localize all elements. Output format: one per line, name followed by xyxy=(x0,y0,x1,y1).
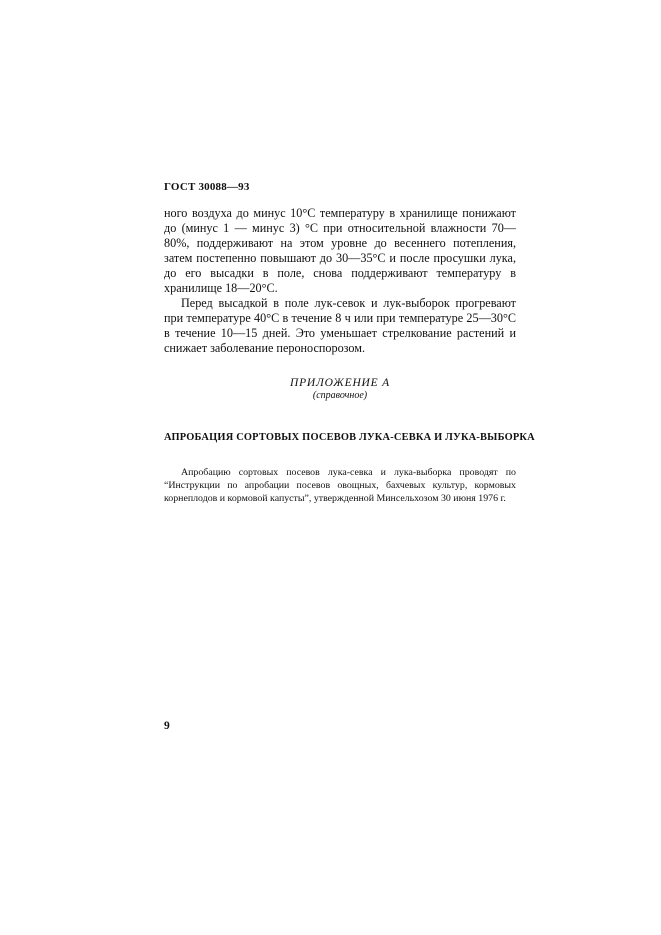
paragraph-heating: Перед высадкой в поле лук-севок и лук-выборок прогревают при температуре 40°С в течение 8 ч или при температуре 25—30°С в течение 10—15 дней. Это уменьшает стрелкование растений и снижает заболевание пероноспорозом. xyxy=(164,296,516,355)
appendix-title: ПРИЛОЖЕНИЕ А xyxy=(290,377,390,389)
appendix-text: Апробацию сортовых посевов лука-севка и лука-выборка проводят по “Инструкции по апробации посевов овощных, бахчевых культур, кормовых корнеплодов и кормовой капусты”, утвержденной Минсельхозом 30 июня 1976 г. xyxy=(164,467,516,504)
document-code: ГОСТ 30088—93 xyxy=(164,181,250,193)
paragraph-storage: ного воздуха до минус 10°С температуру в хранилище понижают до (минус 1 — минус 3) °С при относительной влажности 70—80%, поддерживают на этом уровне до весеннего потепления, затем постепенно повышают до 30—35°С и после просушки лука, до его высадки в поле, снова поддерживают температуру в хранилище 18—20°С. xyxy=(164,206,516,295)
main-text xyxy=(164,206,516,356)
appendix-subtitle: (справочное) xyxy=(312,390,368,401)
page-number: 9 xyxy=(164,720,170,732)
appendix-heading: АПРОБАЦИЯ СОРТОВЫХ ПОСЕВОВ ЛУКА-СЕВКА И ЛУКА-ВЫБОРКА xyxy=(164,432,535,443)
